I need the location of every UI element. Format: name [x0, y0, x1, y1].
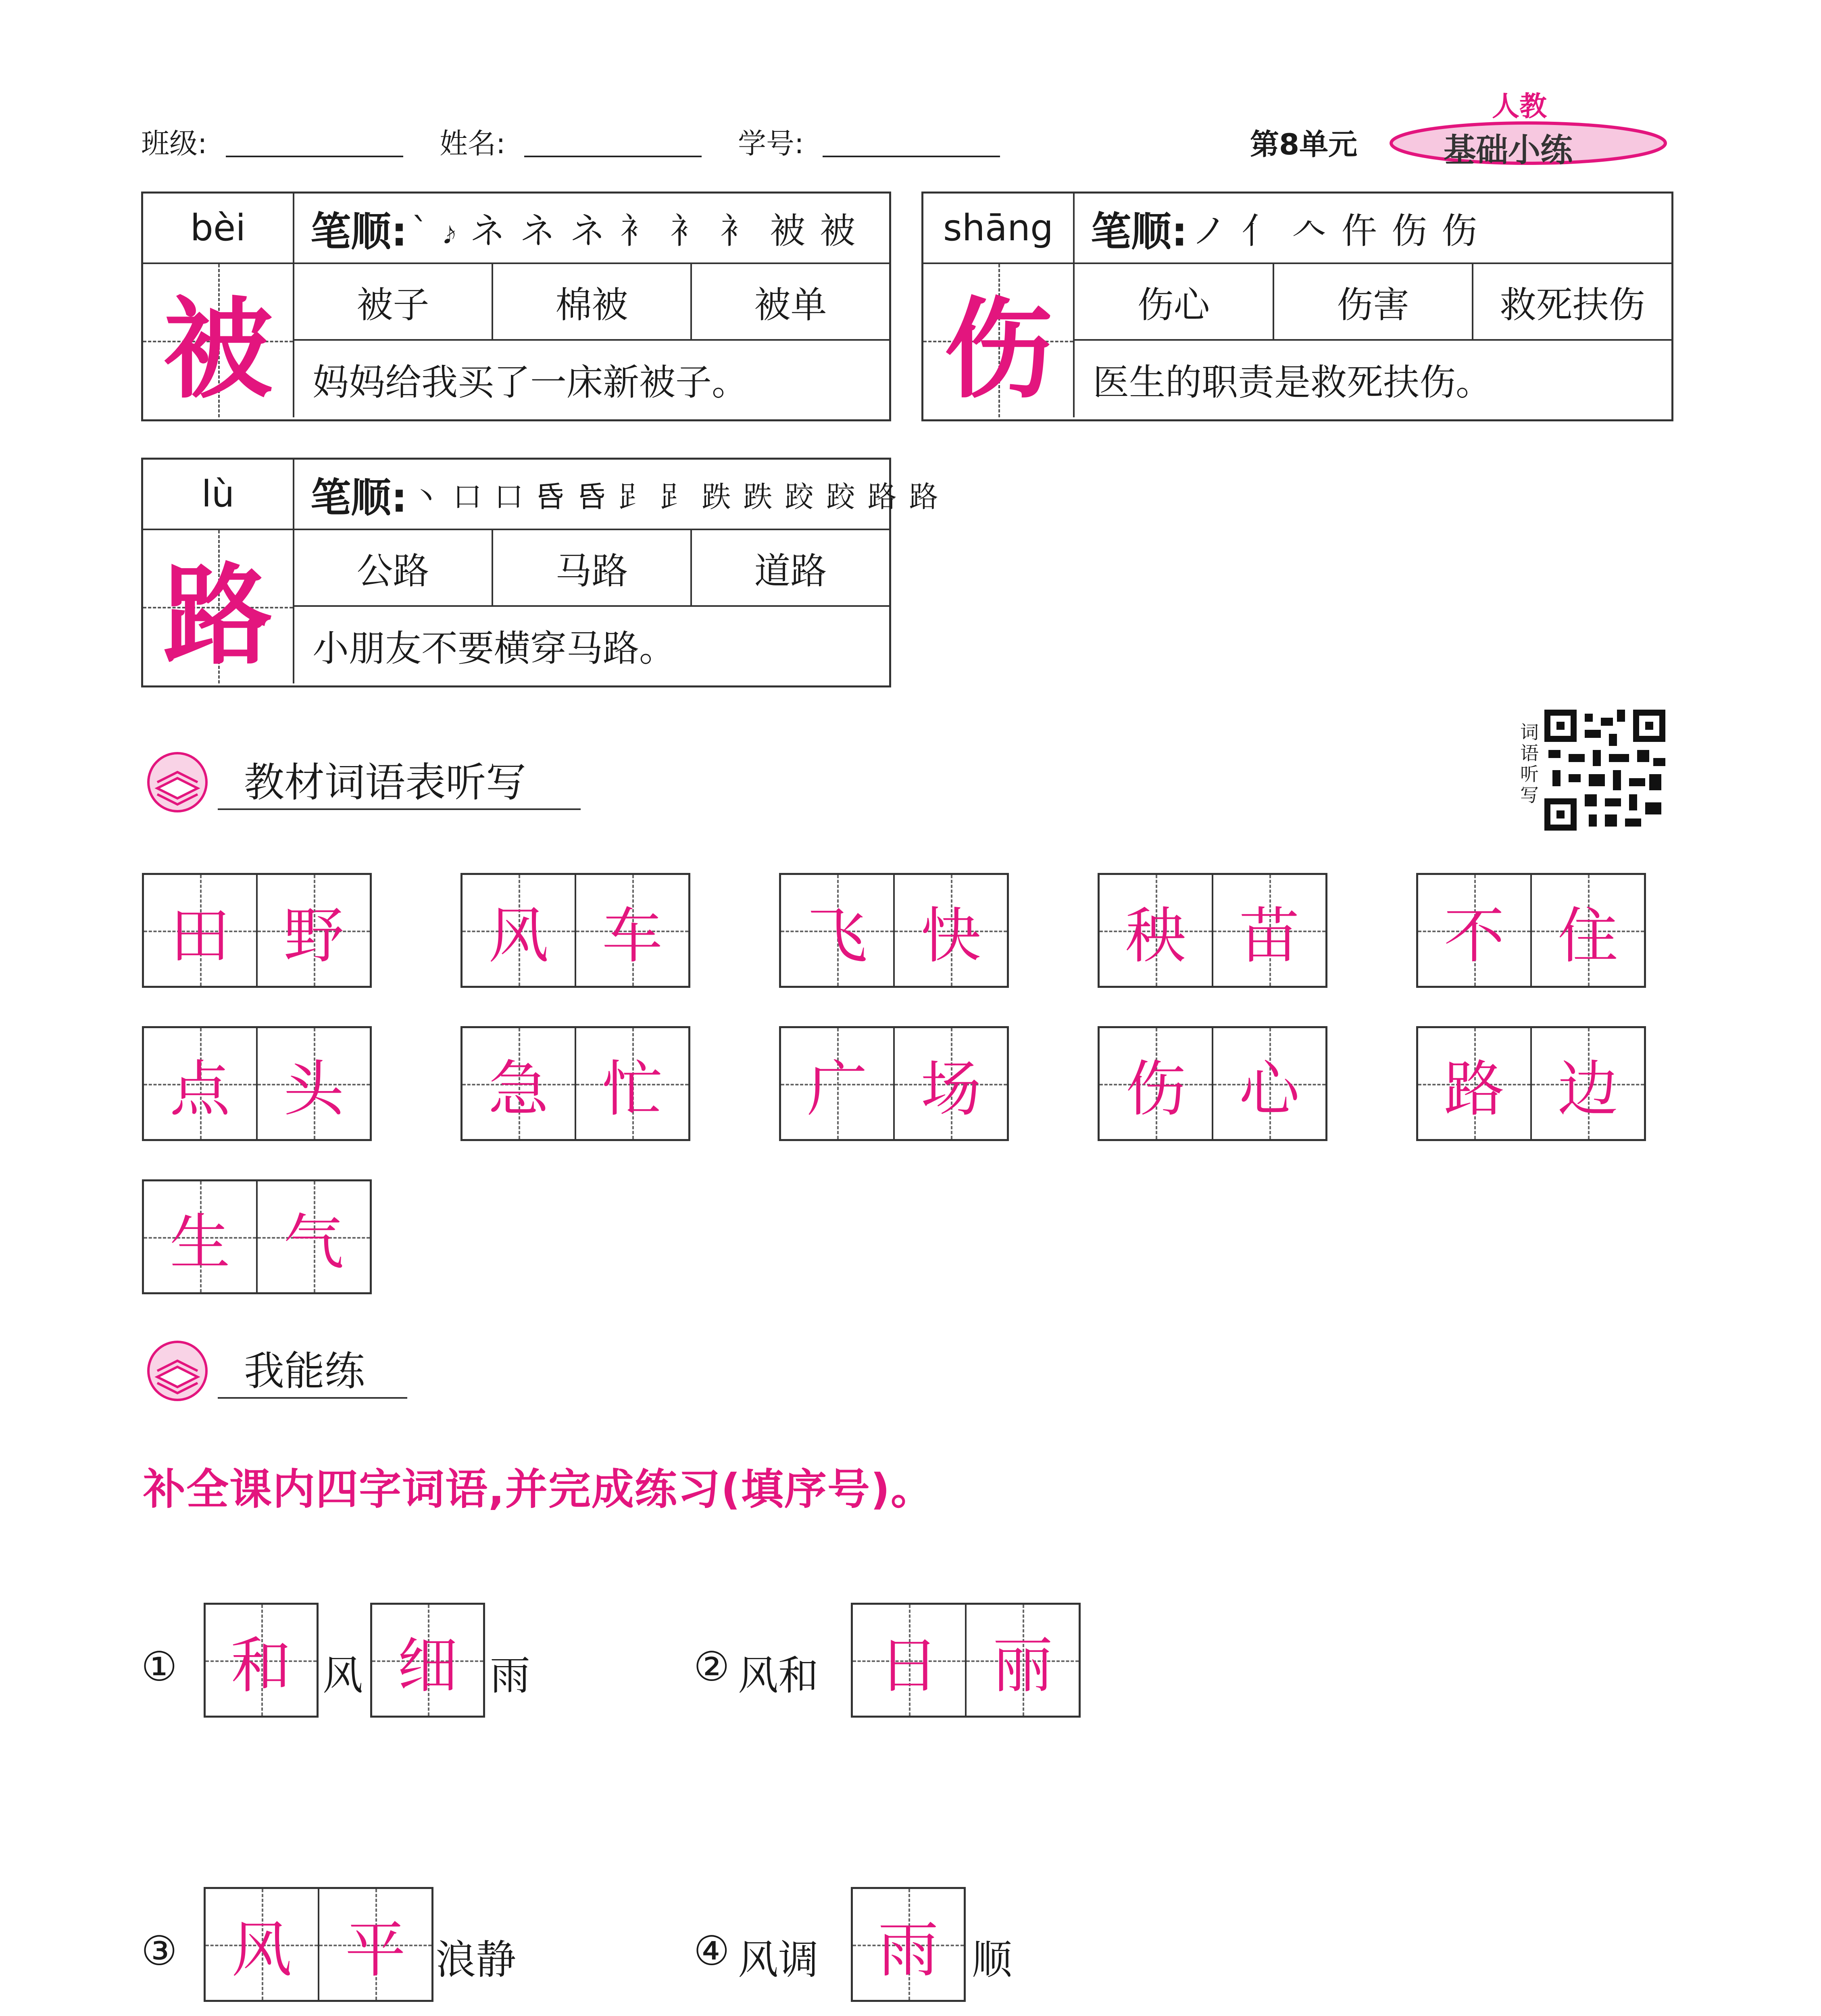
word-row	[294, 264, 889, 341]
pinyin: shāng	[923, 194, 1075, 264]
word: 伤害	[1274, 264, 1474, 339]
word: 被单	[754, 284, 827, 326]
section-title-dictation: 教材词语表听写	[244, 759, 526, 806]
stroke-order	[1075, 194, 1671, 264]
dictation-pair: 飞 快	[779, 873, 1009, 988]
idiom-text: 顺	[972, 1936, 1012, 1983]
section-underline	[218, 1397, 407, 1399]
word: 马路	[493, 530, 692, 605]
stroke-sequence: ノ 亻 𠆢 仵 伤 伤	[1192, 210, 1479, 252]
brand-badge	[1387, 117, 1669, 169]
dictation-pair: 田 野	[142, 873, 372, 988]
name-label: 姓名:	[440, 127, 506, 160]
dictation-pair: 伤 心	[1098, 1026, 1327, 1141]
char-grid	[923, 264, 1075, 417]
char-card-shang	[921, 192, 1673, 421]
stroke-label: 笔顺:	[310, 208, 407, 255]
qr-label: 词语听写	[1520, 721, 1539, 806]
word: 救死扶伤	[1500, 284, 1645, 326]
stroke-label: 笔顺:	[1091, 208, 1188, 255]
book-stack-icon	[145, 750, 210, 814]
idiom-box: 风 平	[204, 1887, 433, 2002]
stroke-order	[294, 194, 889, 264]
main-char: 路	[163, 551, 273, 679]
idiom-box: 日 丽	[851, 1603, 1081, 1718]
char-card-bei	[141, 192, 891, 421]
word: 道路	[754, 550, 827, 592]
book-stack-icon	[145, 1339, 210, 1403]
qr-code-icon[interactable]	[1544, 710, 1665, 831]
example-sentence: 小朋友不要横穿马路。	[313, 627, 675, 670]
word: 棉被	[493, 264, 692, 339]
class-label: 班级:	[141, 127, 207, 160]
main-char: 被	[163, 285, 273, 413]
instruction: 补全课内四字词语,并完成练习(填序号)。	[143, 1465, 934, 1514]
example-sentence: 医生的职责是救死扶伤。	[1093, 361, 1492, 404]
idiom-box: 雨	[851, 1887, 966, 2002]
idiom-box: 细	[370, 1603, 485, 1718]
dictation-pair: 风 车	[460, 873, 690, 988]
char-grid	[143, 530, 294, 683]
word: 公路	[294, 530, 493, 605]
idiom-number: ②	[694, 1643, 730, 1690]
id-field[interactable]	[823, 156, 1000, 157]
word-row	[1075, 264, 1671, 341]
char-card-lu	[141, 458, 940, 687]
idiom-text: 风和	[738, 1652, 819, 1699]
char-grid	[143, 264, 294, 417]
unit-label: 第8单元	[1250, 127, 1358, 161]
dictation-pair: 路 边	[1416, 1026, 1646, 1141]
dictation-pair: 生 气	[142, 1179, 372, 1294]
id-label: 学号:	[738, 127, 804, 160]
dictation-pair: 秧 苗	[1098, 873, 1327, 988]
dictation-pair: 不 住	[1416, 873, 1646, 988]
pinyin: lù	[143, 460, 294, 530]
idiom-text: 浪静	[435, 1936, 516, 1983]
idiom-number: ①	[141, 1643, 177, 1690]
section-underline	[218, 808, 581, 810]
word: 被子	[294, 264, 493, 339]
stroke-sequence: ` 𝆔 ネ ネ ネ 衤 衤 衤 被 被	[411, 210, 857, 252]
idiom-text: 风	[323, 1652, 363, 1699]
stroke-sequence: 丶 口 口 𠯑 𠯑 𧾷 𧾷 跌 跌 跤 跤 路 路	[411, 479, 940, 514]
idiom-number: ③	[141, 1927, 177, 1974]
word: 伤心	[1075, 264, 1274, 339]
stroke-order	[294, 460, 940, 530]
idiom-box: 和	[204, 1603, 319, 1718]
idiom-number: ④	[694, 1927, 730, 1974]
idiom-text: 雨	[490, 1652, 530, 1699]
main-char: 伤	[944, 285, 1053, 413]
class-field[interactable]	[226, 156, 403, 157]
brand-top: 人教	[1492, 91, 1547, 123]
brand-title: 基础小练	[1444, 131, 1573, 169]
word-row	[294, 530, 889, 607]
dictation-pair: 急 忙	[460, 1026, 690, 1141]
section-title-practice: 我能练	[244, 1347, 365, 1395]
stroke-label: 笔顺:	[310, 474, 407, 521]
example-sentence: 妈妈给我买了一床新被子。	[313, 361, 748, 404]
dictation-pair: 点 头	[142, 1026, 372, 1141]
pinyin: bèi	[143, 194, 294, 264]
dictation-pair: 广 场	[779, 1026, 1009, 1141]
name-field[interactable]	[524, 156, 702, 157]
idiom-text: 风调	[738, 1936, 819, 1983]
